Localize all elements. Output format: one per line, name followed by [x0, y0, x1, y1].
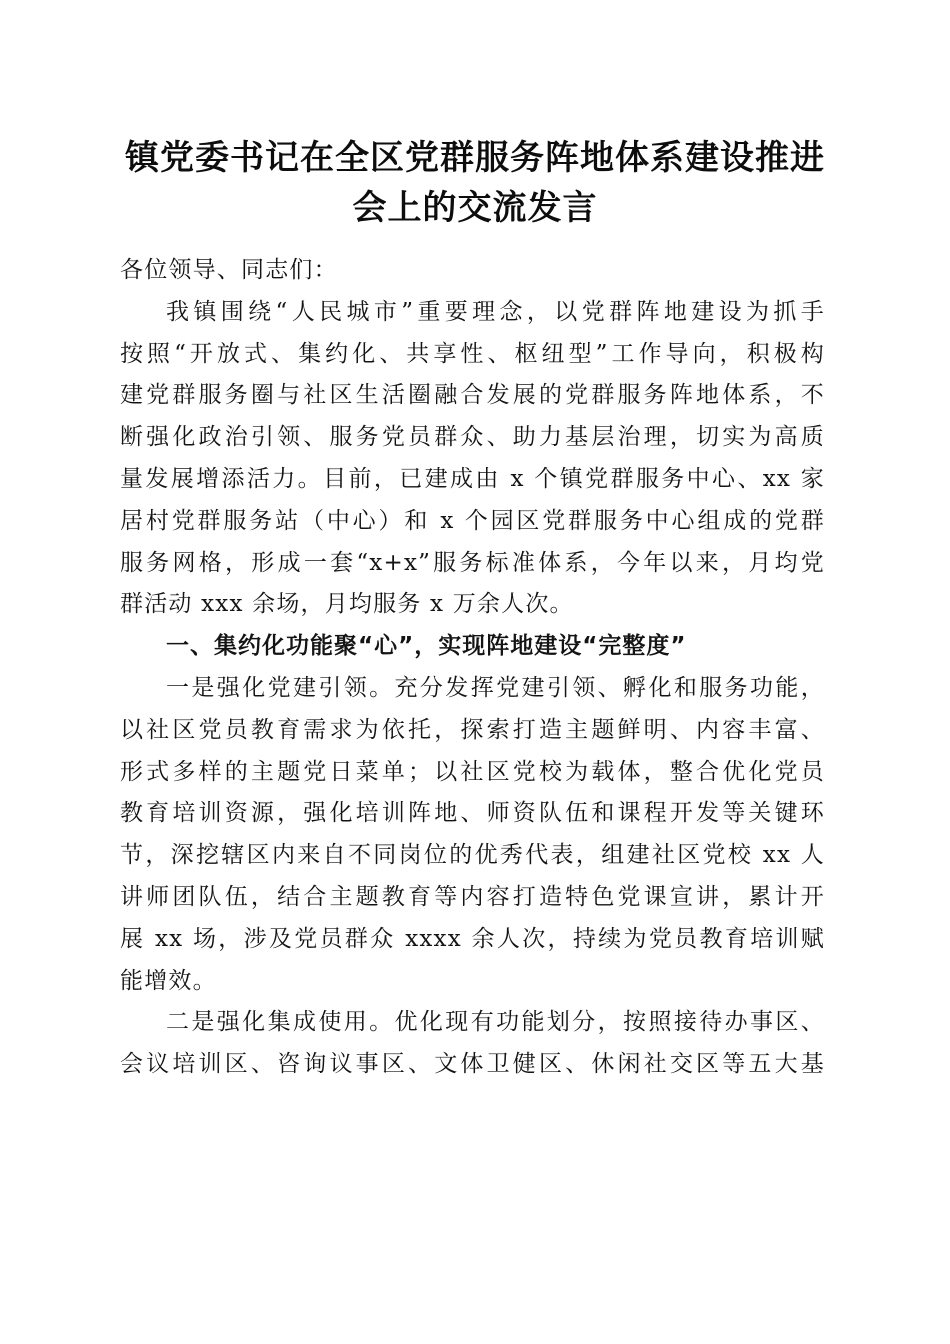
section-heading: 一、集约化功能聚“心”，实现阵地建设“完整度” — [166, 633, 687, 660]
paragraph-line: 二是强化集成使用。优化现有功能划分，按照接待办事区、 — [166, 1009, 825, 1036]
paragraph-line: 教育培训资源，强化培训阵地、师资队伍和课程开发等关键环 — [120, 800, 825, 827]
paragraph-line: 会议培训区、咨询议事区、文体卫健区、休闲社交区等五大基 — [120, 1051, 825, 1078]
paragraph-line: 居村党群服务站（中心）和 x 个园区党群服务中心组成的党群 — [120, 507, 825, 534]
paragraph-line: 服务网格，形成一套“x+x”服务标准体系，今年以来，月均党 — [120, 549, 825, 576]
paragraph-line: 形式多样的主题党日菜单；以社区党校为载体，整合优化党员 — [120, 758, 825, 785]
title-line-2: 会上的交流发言 — [352, 188, 598, 228]
paragraph-line: 一是强化党建引领。充分发挥党建引领、孵化和服务功能， — [166, 674, 825, 701]
paragraph-strengthen-integration — [120, 1002, 825, 1086]
paragraph-line: 我镇围绕“人民城市”重要理念，以党群阵地建设为抓手 — [166, 298, 825, 325]
paragraph-line: 能增效。 — [120, 967, 217, 994]
paragraph-line: 量发展增添活力。目前，已建成由 x 个镇党群服务中心、xx 家 — [120, 465, 825, 492]
salutation: 各位领导、同志们： — [120, 257, 338, 283]
paragraph-line: 讲师团队伍，结合主题教育等内容打造特色党课宣讲，累计开 — [120, 883, 825, 910]
paragraph-strengthen-party-building — [120, 668, 825, 1002]
title-line-1: 镇党委书记在全区党群服务阵地体系建设推进 — [125, 138, 825, 178]
paragraph-line: 建党群服务圈与社区生活圈融合发展的党群服务阵地体系，不 — [120, 382, 825, 409]
intro-paragraph — [120, 292, 825, 626]
paragraph-line: 群活动 xxx 余场，月均服务 x 万余人次。 — [120, 591, 574, 618]
document-title — [100, 133, 850, 233]
paragraph-line: 按照“开放式、集约化、共享性、枢纽型”工作导向，积极构 — [120, 340, 825, 367]
paragraph-line: 展 xx 场，涉及党员群众 xxxx 余人次，持续为党员教育培训赋 — [120, 925, 825, 952]
document-body — [120, 250, 825, 1086]
paragraph-line: 以社区党员教育需求为依托，探索打造主题鲜明、内容丰富、 — [120, 716, 825, 743]
paragraph-line: 断强化政治引领、服务党员群众、助力基层治理，切实为高质 — [120, 424, 825, 451]
paragraph-line: 节，深挖辖区内来自不同岗位的优秀代表，组建社区党校 xx 人 — [120, 842, 825, 869]
